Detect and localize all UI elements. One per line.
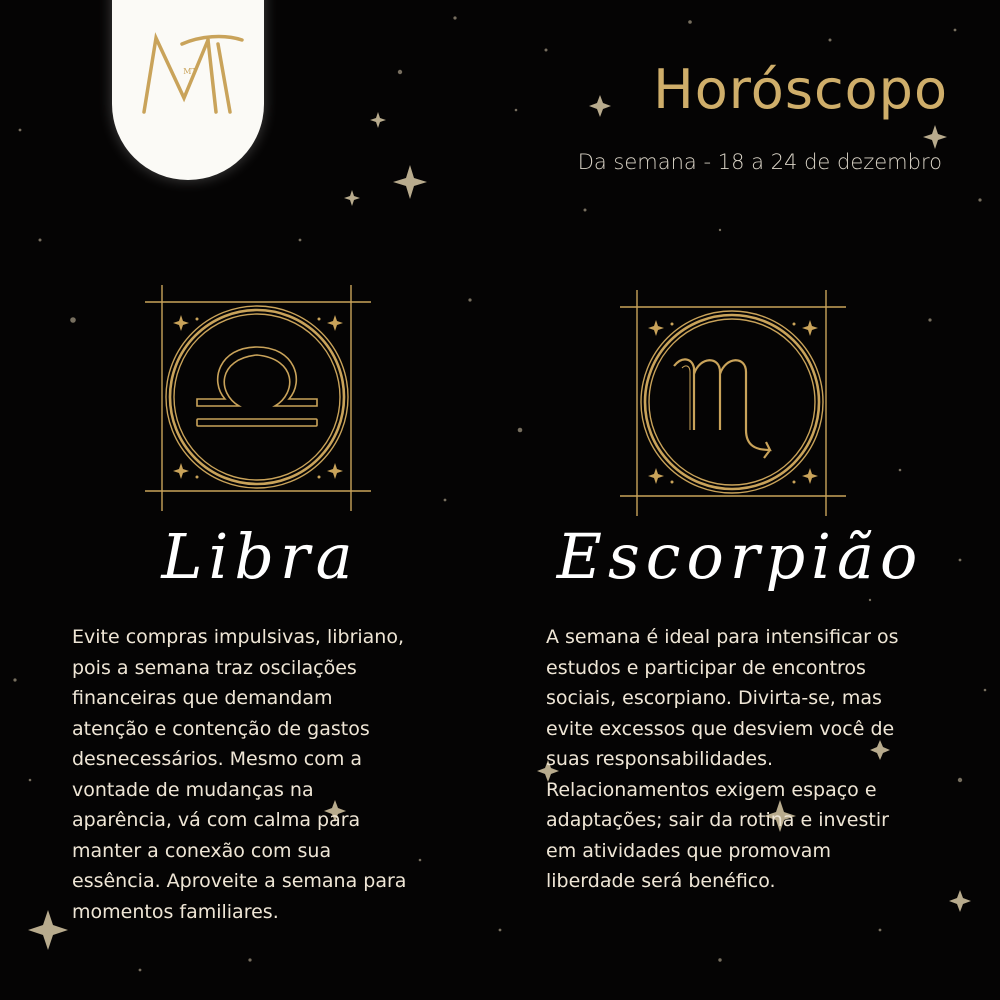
- description-line: em atividades que promovam: [546, 839, 831, 862]
- page-title: Horóscopo: [653, 58, 948, 121]
- description-line: manter a conexão com sua: [72, 839, 332, 862]
- description-line: vontade de mudanças na: [72, 778, 314, 801]
- description-line: evite excessos que desviem você de: [546, 717, 895, 740]
- description-line: atenção e contenção de gastos: [72, 717, 370, 740]
- logo-tab: [112, 0, 264, 180]
- logo-icon: [112, 0, 264, 180]
- description-line: adaptações; sair da rotina e investir: [546, 809, 889, 831]
- sign-name-libra: Libra: [161, 520, 359, 593]
- description-line: essência. Aproveite a semana para: [72, 870, 407, 892]
- description-line: momentos familiares.: [72, 900, 279, 923]
- description-line: estudos e participar de encontros: [546, 656, 866, 679]
- description-line: sociais, escorpiano. Divirta-se, mas: [546, 687, 882, 709]
- description-line: financeiras que demandam: [72, 687, 333, 709]
- description-line: desnecessários. Mesmo com a: [72, 748, 363, 770]
- description-line: aparência, vá com calma para: [72, 809, 361, 831]
- description-line: Evite compras impulsivas, libriano,: [72, 626, 405, 648]
- logo-text: MT: [183, 67, 197, 76]
- description-line: suas responsabilidades.: [546, 748, 774, 770]
- page-subtitle: Da semana - 18 a 24 de dezembro: [577, 150, 942, 174]
- sign-name-escorpiao: Escorpião: [556, 520, 924, 593]
- description-line: Relacionamentos exigem espaço e: [546, 778, 877, 801]
- libra-icon: [145, 285, 371, 511]
- description-line: pois a semana traz oscilações: [72, 656, 357, 679]
- libra-description: [72, 622, 406, 927]
- escorpiao-description: [546, 622, 899, 897]
- description-line: liberdade será benéfico.: [546, 870, 776, 892]
- description-line: A semana é ideal para intensificar os: [546, 626, 899, 648]
- scorpio-icon: [620, 290, 846, 516]
